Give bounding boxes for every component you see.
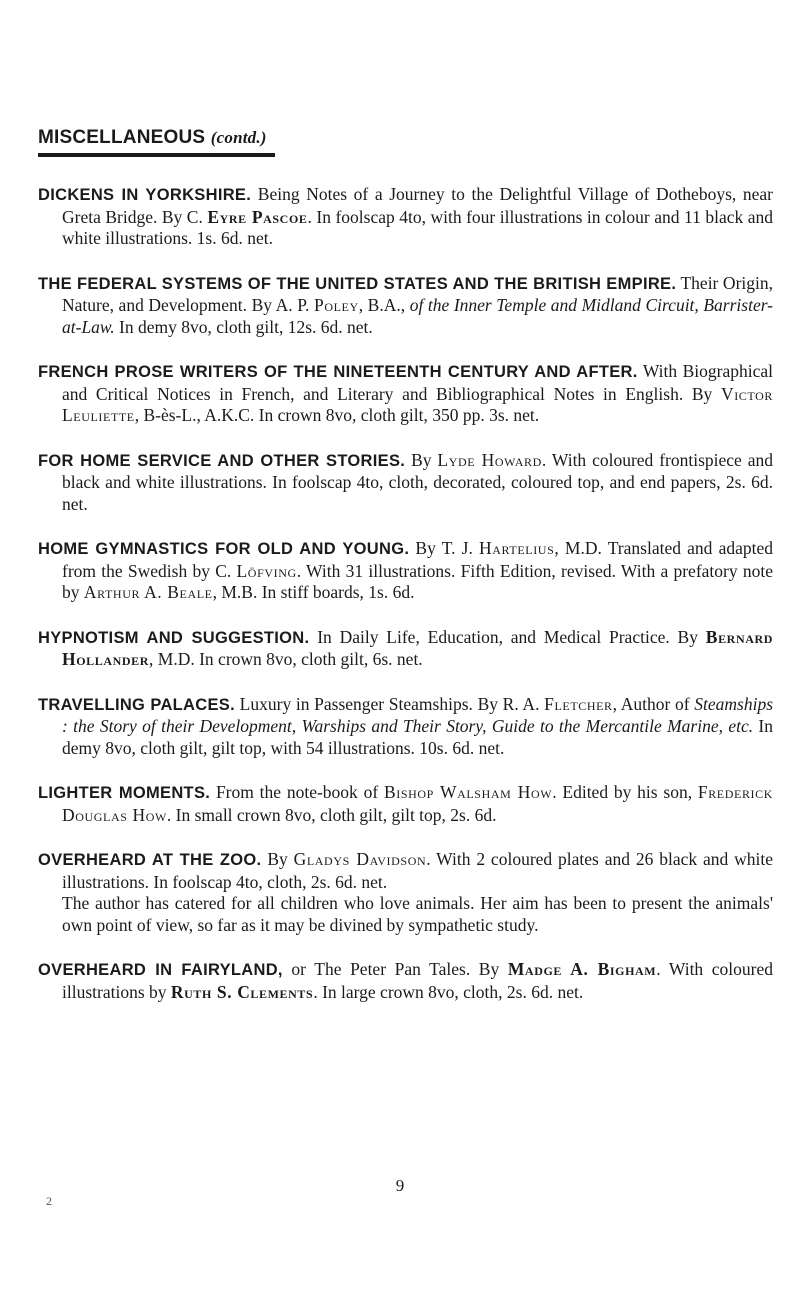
entry-text: . With 31 illustrations. Fifth Edition, revised. With a prefatory note by	[62, 560, 773, 602]
page-number: 9	[395, 1176, 405, 1195]
entry-note: The author has catered for all children who love animals. Her aim has been to present the animals' own point of view, so far as it may be divined by sympathetic study.	[62, 893, 773, 935]
entry-text: . In foolscap 4to, with four illustrations in colour and 11 black and white illustrations. 1s. 6d. net.	[62, 206, 773, 248]
book-entry	[38, 959, 773, 1003]
entry-text: In demy 8vo, cloth gilt, 12s. 6d. net.	[114, 316, 373, 337]
entry-text: . In large crown 8vo, cloth, 2s. 6d. net.	[313, 981, 584, 1002]
section-header	[38, 127, 267, 149]
entry-text: In Daily Life, Education, and Medical Practice. By	[317, 626, 706, 647]
entry-text: . With coloured illustrations by	[62, 959, 773, 1002]
author-name: Poley	[313, 295, 359, 315]
book-entry	[38, 184, 773, 250]
book-title: THE FEDERAL SYSTEMS OF THE UNITED STATES AND THE BRITISH EMPIRE.	[38, 274, 677, 293]
italic-text: of the Inner Temple and Midland Circuit, Barrister-at-Law.	[62, 295, 774, 337]
entry-text: or The Peter Pan Tales. By	[291, 959, 508, 979]
book-title: OVERHEARD IN FAIRYLAND,	[38, 961, 283, 979]
book-entry	[38, 694, 773, 760]
book-title: DICKENS IN YORKSHIRE.	[38, 186, 252, 204]
book-entry	[38, 782, 773, 826]
author-name: Löfving	[236, 560, 297, 581]
book-entry	[38, 273, 773, 339]
book-title: HOME GYMNASTICS FOR OLD AND YOUNG.	[38, 540, 410, 558]
book-title: FOR HOME SERVICE AND OTHER STORIES.	[38, 451, 406, 470]
author-name: Lyde Howard	[437, 449, 542, 470]
book-title: TRAVELLING PALACES.	[38, 695, 235, 714]
entry-text: By	[411, 449, 438, 470]
author-name: Gladys Davidson	[293, 849, 427, 869]
book-title: HYPNOTISM AND SUGGESTION.	[38, 628, 310, 647]
entry-text: Luxury in Passenger Steamships. By R. A.	[239, 693, 545, 714]
author-name: Fletcher	[544, 693, 613, 714]
entry-text: , M.D. Translated and adapted from the Swedish by C.	[62, 538, 774, 581]
author-name: Ruth S. Clements	[170, 981, 314, 1002]
entry-text: With Biographical and Critical Notices in French, and Literary and Bibliographical Notes in English. By	[62, 361, 773, 404]
header-rule	[38, 153, 275, 157]
signature-mark: 2	[46, 1194, 52, 1208]
entry-text: , B-ès-L., A.K.C. In crown 8vo, cloth gilt, 350 pp. 3s. net.	[134, 405, 540, 425]
author-name: Frederick Douglas How	[62, 782, 774, 825]
author-name: Arthur A. Beale	[83, 582, 213, 602]
italic-text: Steamships : the Story of their Development, Warships and Their Story, Guide to the Mercantile Marine, etc.	[62, 693, 773, 736]
book-title: LIGHTER MOMENTS.	[38, 784, 211, 802]
entry-text: . In small crown 8vo, cloth gilt, gilt top, 2s. 6d.	[166, 804, 497, 825]
entry-text: By T. J.	[415, 538, 480, 558]
entry-text: Being Notes of a Journey to the Delightful Village of Dotheboys, near Greta Bridge. By C.	[62, 184, 774, 227]
entry-text: . Edited by his son,	[552, 782, 698, 802]
entry-text: , M.D. In crown 8vo, cloth gilt, 6s. net.	[149, 649, 423, 669]
author-name: Victor Leuliette	[62, 383, 773, 425]
entry-text: . With 2 coloured plates and 26 black and white illustrations. In foolscap 4to, cloth, 2s. 6d. net.	[62, 849, 773, 892]
author-name: Eyre Pascoe	[207, 206, 308, 227]
book-entry	[38, 450, 773, 516]
entry-text: In demy 8vo, cloth gilt, gilt top, with 54 illustrations. 10s. 6d. net.	[62, 716, 774, 758]
book-entry	[38, 849, 773, 893]
entry-text: , B.A.,	[358, 295, 410, 315]
entry-text: From the note-book of	[215, 782, 384, 802]
entry-text: . With coloured frontispiece and black and white illustrations. In foolscap 4to, cloth, decorated, coloured top, and end papers, 2s. 6d. net.	[62, 449, 773, 514]
entry-text: By	[267, 849, 294, 869]
author-name: Bishop Walsham How	[383, 782, 553, 802]
book-title: FRENCH PROSE WRITERS OF THE NINETEENTH CENTURY AND AFTER.	[38, 363, 638, 381]
book-title: OVERHEARD AT THE ZOO.	[38, 851, 262, 869]
author-name: Bernard Hollander	[62, 626, 774, 669]
author-name: Madge A. Bigham	[507, 959, 657, 979]
entry-text: , M.B. In stiff boards, 1s. 6d.	[212, 582, 415, 602]
section-title: MISCELLANEOUS	[38, 127, 206, 148]
section-contd: (contd.)	[210, 128, 267, 147]
book-entry	[38, 627, 773, 671]
book-entry	[38, 538, 773, 604]
entry-text: , Author of	[612, 693, 695, 714]
book-entry	[38, 361, 773, 427]
author-name: Hartelius	[479, 538, 555, 558]
entry-text: Their Origin, Nature, and Development. By A. P.	[62, 272, 773, 315]
book-entries-list	[38, 184, 773, 1026]
